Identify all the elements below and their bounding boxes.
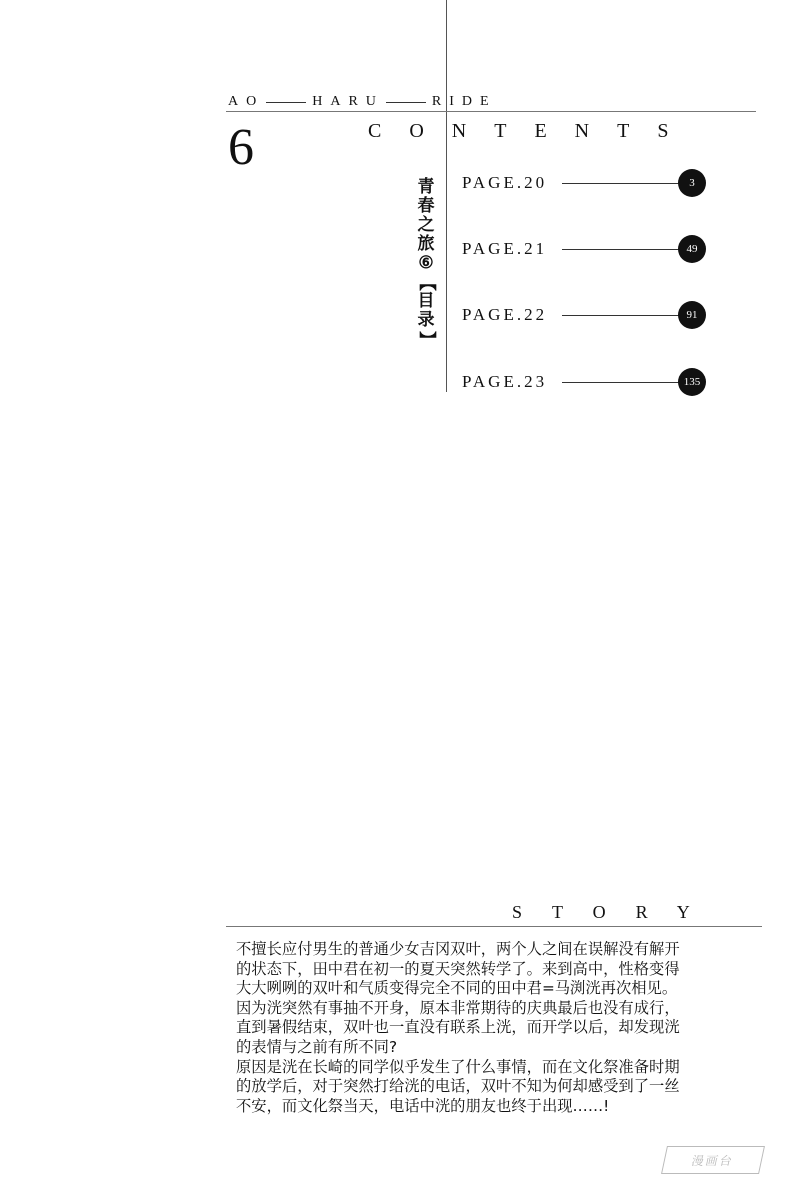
vertical-rule <box>446 0 447 392</box>
toc-row[interactable] <box>462 303 706 327</box>
header-rule <box>226 111 756 112</box>
toc-row[interactable] <box>462 237 706 261</box>
toc-chapter-label: PAGE.22 <box>462 305 548 324</box>
toc-leader-line <box>562 382 680 383</box>
toc-row[interactable] <box>462 370 706 394</box>
story-line: 直到暑假结束，双叶也一直没有联系上洸，而开学以后，却发现洸 <box>236 1018 680 1037</box>
story-line: 不擅长应付男生的普通少女吉冈双叶，两个人之间在误解没有解开 <box>236 940 680 958</box>
toc-chapter-label: PAGE.23 <box>462 372 548 391</box>
toc-page-badge: 3 <box>678 169 706 197</box>
story-heading: STORY <box>512 902 720 922</box>
vertical-title-char: 】 <box>416 331 437 348</box>
vertical-title-char: 春 <box>417 196 435 216</box>
toc-leader-line <box>562 249 680 250</box>
watermark-logo: 漫画台 <box>661 1146 765 1174</box>
toc-page-badge: 49 <box>678 235 706 263</box>
toc-chapter-label: PAGE.20 <box>462 173 548 192</box>
toc-leader-line <box>562 315 680 316</box>
story-rule <box>226 926 762 927</box>
series-dash-1 <box>266 102 306 103</box>
story-line: 因为洸突然有事抽不开身，原本非常期待的庆典最后也没有成行， <box>236 998 680 1017</box>
vertical-title-char: 旅 <box>417 234 435 254</box>
volume-number: 6 <box>228 119 254 176</box>
vertical-title <box>416 178 436 349</box>
vertical-title-char: 青 <box>417 177 435 197</box>
story-line: 原因是洸在长崎的同学似乎发生了什么事情，而在文化祭准备时期 <box>236 1057 680 1076</box>
story-line: 大大咧咧的双叶和气质变得完全不同的田中君=马渕洸再次相见。 <box>236 979 678 998</box>
toc-page-badge: 91 <box>678 301 706 329</box>
story-synopsis <box>236 940 766 1116</box>
vertical-title-char: 【 <box>416 274 437 291</box>
series-part-3: RIDE <box>431 94 497 109</box>
toc-row[interactable] <box>462 171 706 195</box>
story-line: 不安，而文化祭当天，电话中洸的朋友也终于出现……! <box>236 1096 610 1115</box>
story-line: 的状态下，田中君在初一的夏天突然转学了。来到高中，性格变得 <box>236 959 680 978</box>
vertical-title-char: 录 <box>417 310 435 330</box>
toc-chapter-label: PAGE.21 <box>462 239 548 258</box>
vertical-title-char: ⑥ <box>418 253 434 273</box>
series-part-1: AO <box>228 94 265 109</box>
story-line: 的表情与之前有所不同? <box>236 1037 398 1056</box>
series-title <box>228 94 497 110</box>
series-part-2: HARU <box>312 94 384 109</box>
vertical-title-char: 之 <box>417 215 435 235</box>
story-line: 的放学后，对于突然打给洸的电话，双叶不知为何却感受到了一丝 <box>236 1077 680 1096</box>
series-dash-2 <box>386 102 426 103</box>
contents-heading: CONTENTS <box>368 120 697 142</box>
toc-leader-line <box>562 183 680 184</box>
toc-page-badge: 135 <box>678 368 706 396</box>
vertical-title-char: 目 <box>417 291 435 311</box>
